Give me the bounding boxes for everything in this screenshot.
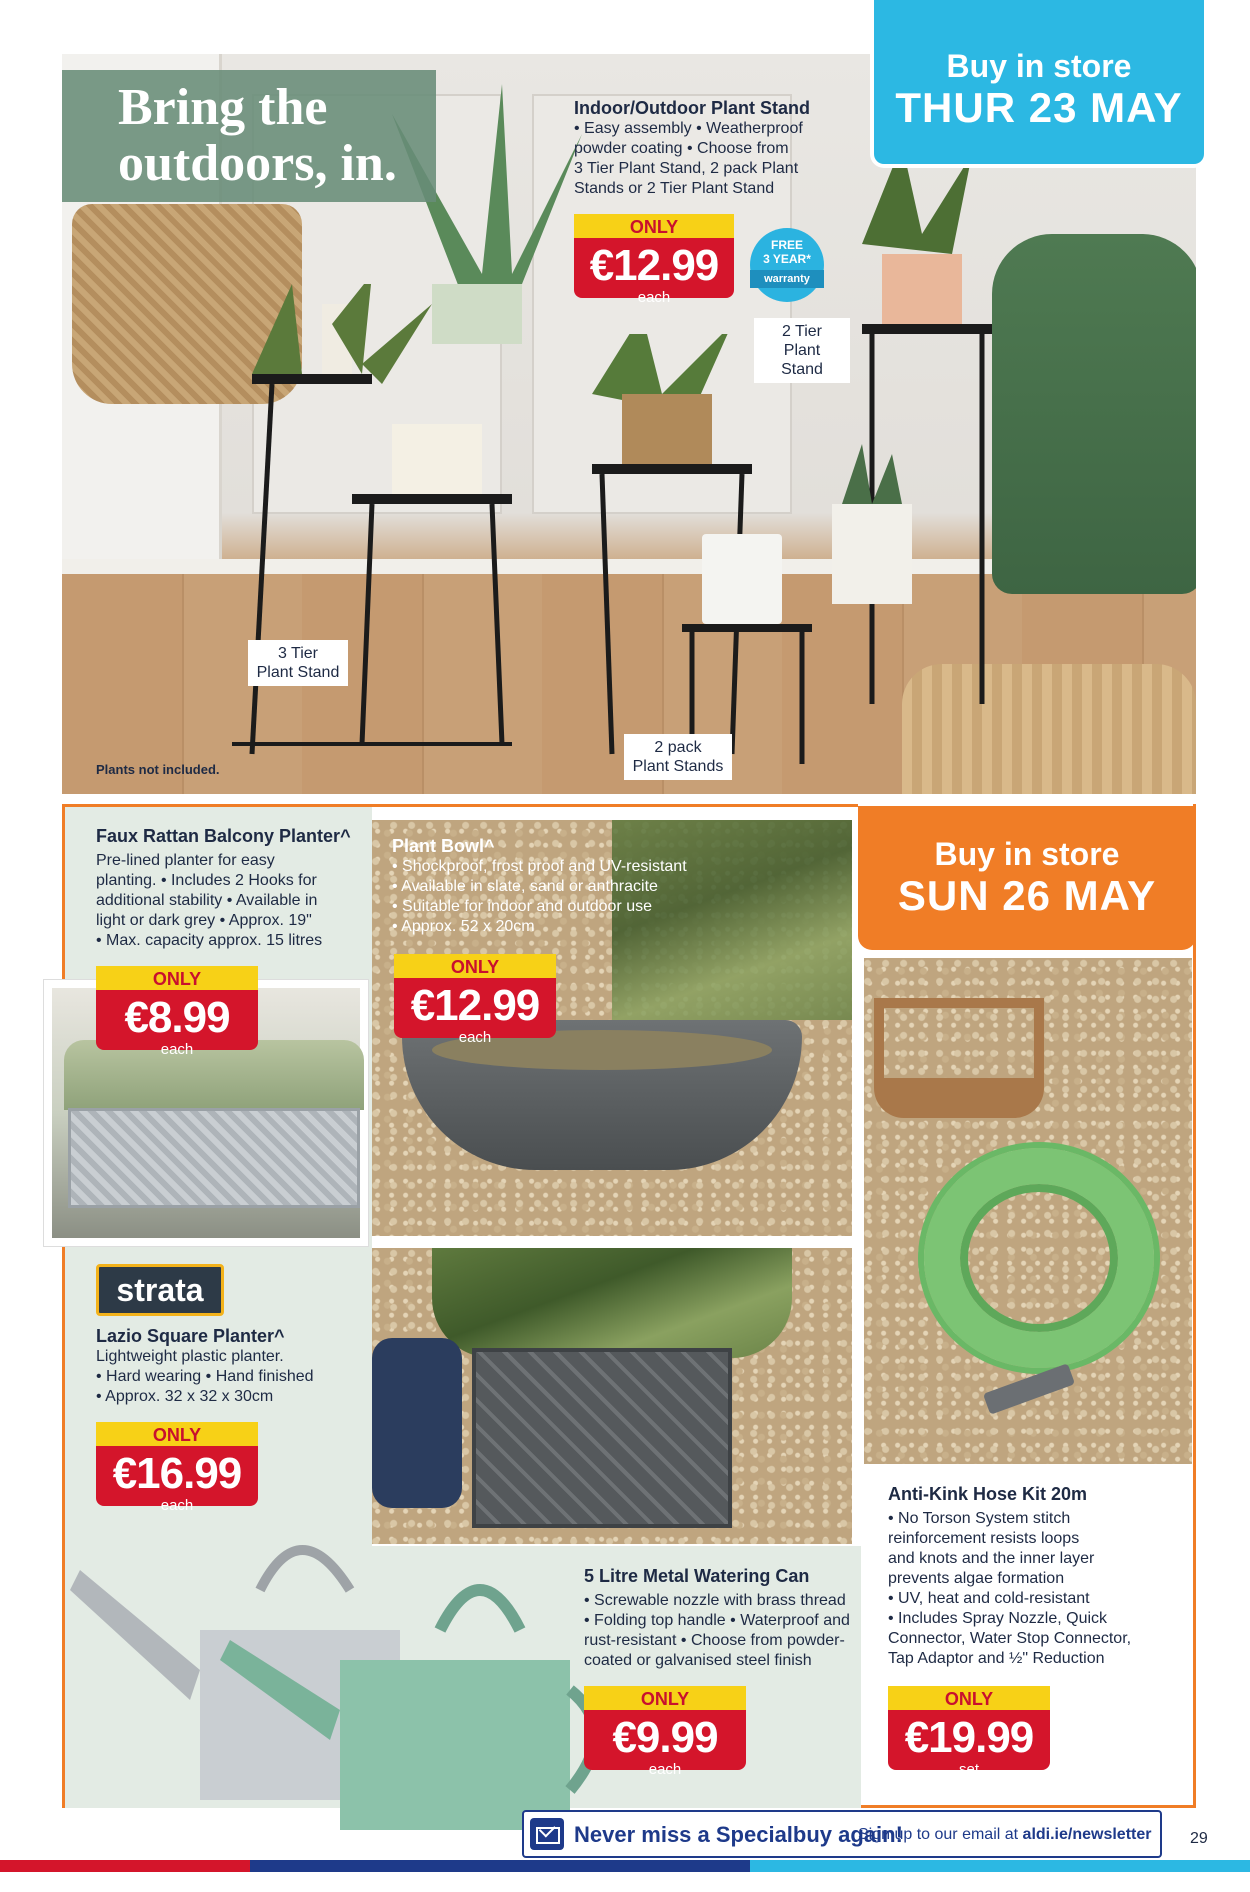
label-line: Plant Stand (256, 664, 340, 681)
plant-stand-price-tag (574, 214, 734, 306)
plant-bowl-title: Plant Bowl^ (392, 836, 495, 856)
hero-headline-line1: Bring the (118, 79, 328, 136)
only-label: ONLY (394, 954, 556, 980)
hose-kit-description (888, 1484, 1188, 1669)
plant-stand-body (574, 119, 824, 199)
plants-not-included-note: Plants not included. (96, 762, 220, 777)
price-value: €12.99 (410, 981, 540, 1030)
balcony-planter-body (96, 851, 372, 951)
label-line: 3 Tier (277, 645, 318, 662)
hose-kit-line: prevents algae formation (888, 1570, 1065, 1587)
email-icon (530, 1818, 564, 1850)
watering-can-body (584, 1591, 864, 1671)
plant-bowl-line: • Shockproof, frost proof and UV-resistant (392, 858, 687, 875)
two-tier-stand-graphic (822, 144, 1062, 744)
price-value: €19.99 (904, 1713, 1034, 1762)
buy-in-store-date: THUR 23 MAY (895, 84, 1183, 131)
lazio-planter-description (96, 1326, 372, 1407)
label-line: Plant Stands (632, 758, 724, 775)
plant-stand-title: Indoor/Outdoor Plant Stand (574, 98, 810, 118)
buy-in-store-sun-badge (858, 806, 1196, 950)
plant-bowl-body (392, 857, 832, 937)
price-value: €12.99 (589, 241, 719, 290)
hose-kit-line: Tap Adaptor and ½" Reduction (888, 1650, 1105, 1667)
newsletter-headline: Never miss a Specialbuy again! (574, 1822, 903, 1847)
price-unit: each (648, 1761, 682, 1778)
footer-stripe-red (0, 1860, 250, 1872)
plant-bowl-price-tag (394, 954, 556, 1046)
watering-can-line: • Folding top handle • Waterproof and (584, 1612, 850, 1629)
label-line: 2 pack (654, 739, 702, 756)
price-box (394, 978, 556, 1046)
price-box (888, 1710, 1050, 1778)
two-tier-label (754, 318, 850, 383)
balcony-planter-line: light or dark grey • Approx. 19" (96, 912, 312, 929)
only-label: ONLY (574, 214, 734, 240)
buy-in-store-date: SUN 26 MAY (897, 872, 1157, 919)
plant-bowl-line: • Approx. 52 x 20cm (392, 918, 535, 935)
newsletter-signup-text (858, 1826, 1151, 1844)
balcony-planter-line: • Max. capacity approx. 15 litres (96, 932, 323, 949)
two-pack-label (624, 734, 732, 780)
only-label: ONLY (888, 1686, 1050, 1712)
hose-kit-title: Anti-Kink Hose Kit 20m (888, 1484, 1088, 1504)
price-value: €16.99 (112, 1449, 242, 1498)
lazio-planter-price-tag (96, 1422, 258, 1514)
only-label: ONLY (96, 966, 258, 992)
watering-can-line: rust-resistant • Choose from powder- (584, 1632, 845, 1649)
watering-can-price-tag (584, 1686, 746, 1778)
newsletter-banner[interactable] (522, 1810, 1162, 1858)
lazio-planter-title: Lazio Square Planter^ (96, 1326, 285, 1346)
warranty-line3: warranty (750, 270, 824, 288)
balcony-planter-line: additional stability • Available in (96, 892, 318, 909)
warranty-line1: FREE (770, 238, 803, 252)
three-tier-label (248, 640, 348, 686)
watering-can-line: • Screwable nozzle with brass thread (584, 1592, 846, 1609)
lazio-planter-line: Lightweight plastic planter. (96, 1348, 284, 1365)
price-unit: each (637, 289, 671, 306)
plant-bowl-description (392, 836, 832, 937)
footer-stripe-blue (750, 1860, 1250, 1872)
three-tier-stand-graphic (212, 284, 552, 764)
hose-kit-line: • Includes Spray Nozzle, Quick (888, 1610, 1108, 1627)
balcony-planter-title: Faux Rattan Balcony Planter^ (96, 826, 351, 846)
plant-bowl-line: • Available in slate, sand or anthracite (392, 878, 658, 895)
buy-in-store-thur-badge (870, 0, 1208, 168)
watering-can-title: 5 Litre Metal Watering Can (584, 1566, 810, 1586)
warranty-badge (750, 228, 824, 302)
price-box (584, 1710, 746, 1778)
balcony-planter-description (96, 826, 372, 951)
newsletter-link[interactable]: aldi.ie/newsletter (1022, 1826, 1152, 1843)
price-value: €8.99 (124, 993, 230, 1042)
hose-kit-body (888, 1509, 1188, 1669)
hose-kit-line: and knots and the inner layer (888, 1550, 1095, 1567)
plant-bowl-line: • Suitable for indoor and outdoor use (392, 898, 652, 915)
balcony-planter-line: Pre-lined planter for easy (96, 852, 275, 869)
lazio-planter-line: • Approx. 32 x 32 x 30cm (96, 1388, 274, 1405)
footer-stripe-navy (250, 1860, 750, 1872)
plant-stand-line: powder coating • Choose from (574, 140, 789, 157)
balcony-planter-price-tag (96, 966, 258, 1058)
hose-kit-line: • UV, heat and cold-resistant (888, 1590, 1090, 1607)
hose-kit-line: reinforcement resists loops (888, 1530, 1080, 1547)
plant-stand-line: • Easy assembly • Weatherproof (574, 120, 803, 137)
page-number: 29 (1190, 1830, 1208, 1847)
hero-headline (118, 80, 397, 192)
plant-stand-description (574, 98, 824, 199)
lazio-planter-photo (372, 1248, 852, 1544)
warranty-line2: 3 YEAR* (763, 252, 811, 266)
label-line: 2 Tier (781, 323, 822, 340)
hose-kit-price-tag (888, 1686, 1050, 1778)
hose-kit-line: • No Torson System stitch (888, 1510, 1071, 1527)
price-value: €9.99 (612, 1713, 718, 1762)
buy-in-store-label: Buy in store (946, 48, 1132, 84)
price-unit: each (160, 1041, 194, 1058)
price-box (574, 238, 734, 306)
plant-stand-line: 3 Tier Plant Stand, 2 pack Plant (574, 160, 799, 177)
hose-kit-line: Connector, Water Stop Connector, (888, 1630, 1132, 1647)
buy-in-store-label: Buy in store (934, 836, 1120, 872)
price-box (96, 990, 258, 1058)
strata-logo: strata (96, 1264, 224, 1316)
hose-kit-photo (864, 958, 1192, 1464)
only-label: ONLY (584, 1686, 746, 1712)
hero-headline-line2: outdoors, in. (118, 135, 397, 192)
price-unit: each (160, 1497, 194, 1514)
lazio-planter-line: • Hard wearing • Hand finished (96, 1368, 314, 1385)
hero-headline-banner (62, 70, 436, 202)
price-unit: set (958, 1761, 979, 1778)
watering-can-line: coated or galvanised steel finish (584, 1652, 812, 1669)
lazio-planter-body (96, 1347, 372, 1407)
plant-stand-line: Stands or 2 Tier Plant Stand (574, 180, 775, 197)
only-label: ONLY (96, 1422, 258, 1448)
watering-can-description (584, 1566, 864, 1671)
price-unit: each (458, 1029, 492, 1046)
watering-can-graphic (40, 1510, 600, 1830)
price-box (96, 1446, 258, 1514)
balcony-planter-line: planting. • Includes 2 Hooks for (96, 872, 317, 889)
newsletter-signup-prefix: Sign up to our email at (858, 1826, 1019, 1843)
two-pack-stands-graphic (532, 334, 852, 774)
label-line: Plant Stand (781, 342, 823, 378)
